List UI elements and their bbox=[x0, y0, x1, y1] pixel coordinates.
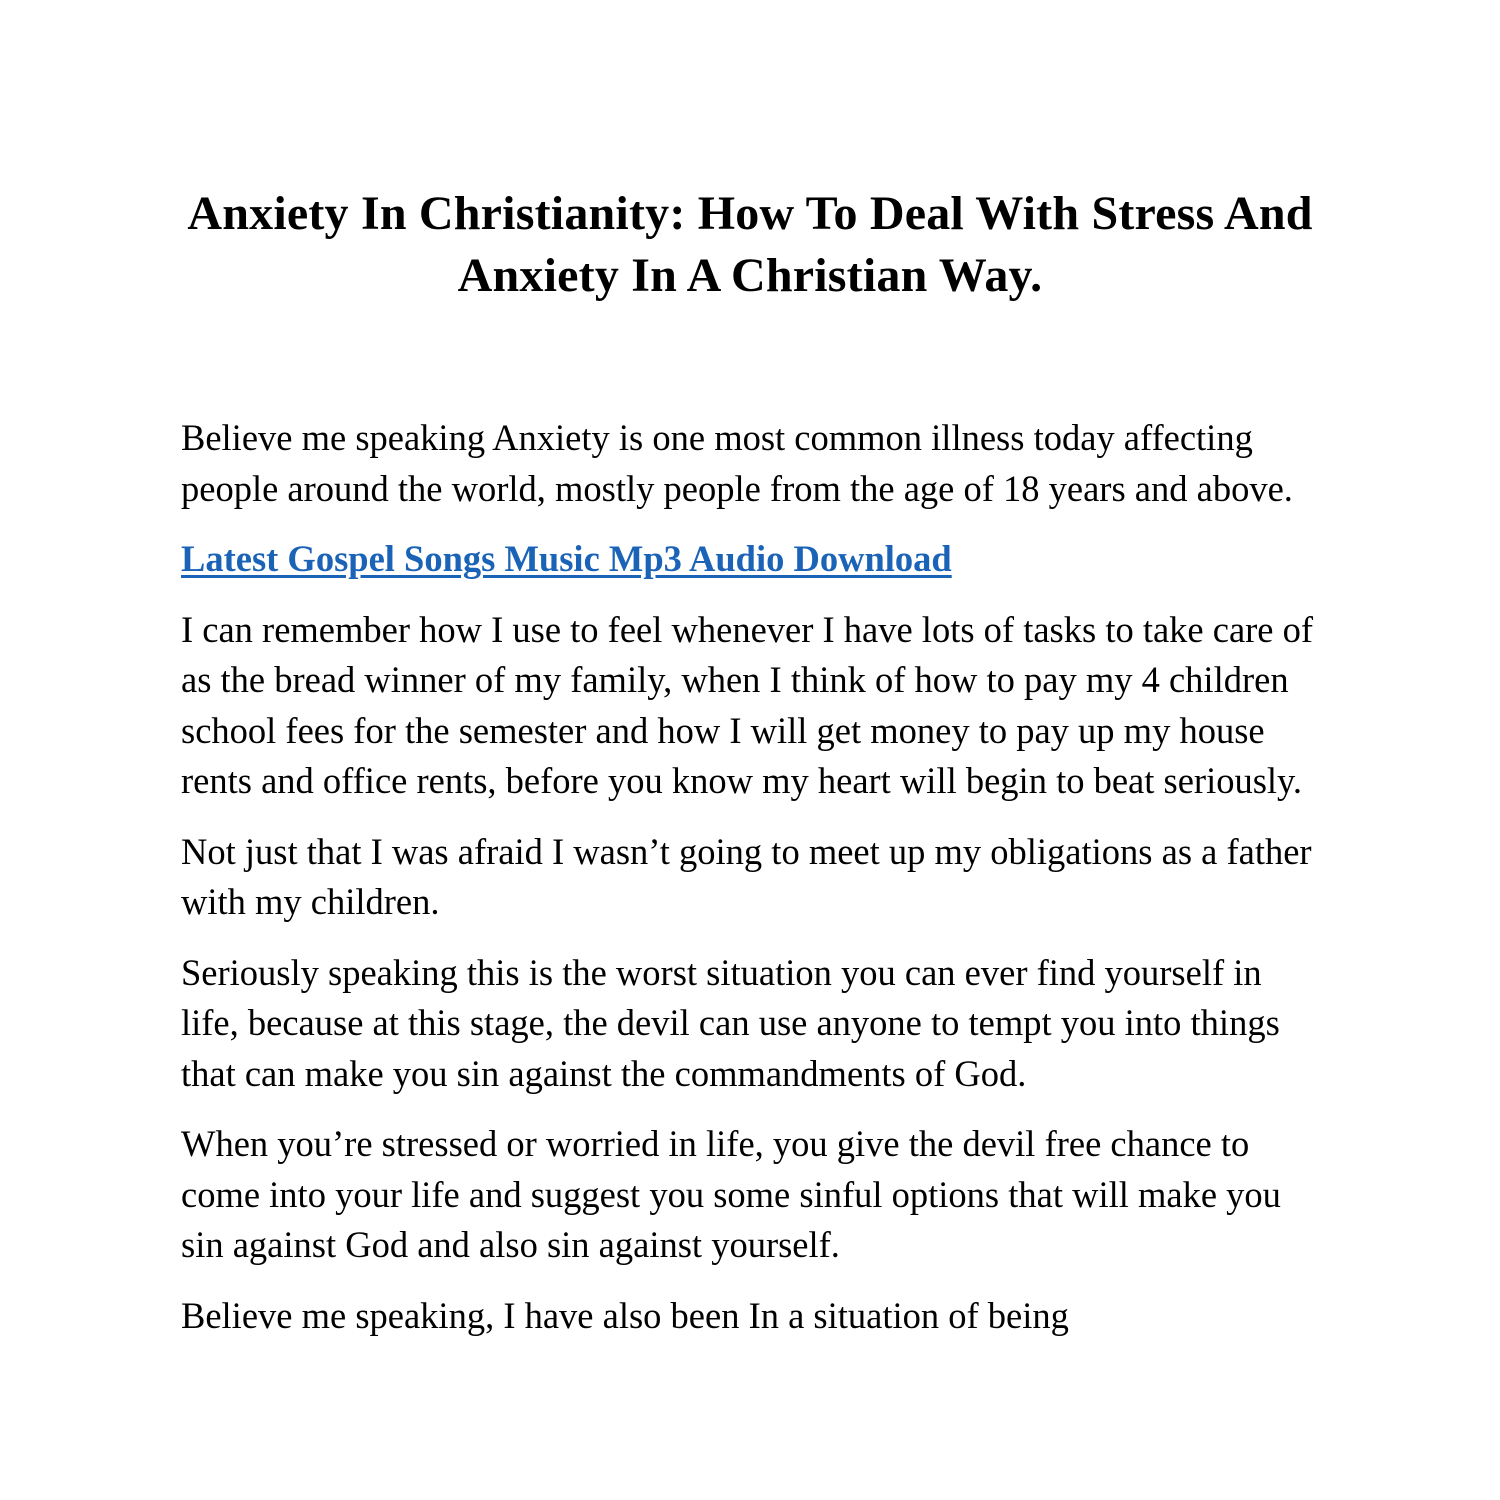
page-title: Anxiety In Christianity: How To Deal With Stress And Anxiety In A Christian Way. bbox=[187, 187, 1313, 302]
paragraph: Seriously speaking this is the worst situation you can ever find yourself in life, because at this stage, the devil can use anyone to tempt you into things that can make you sin against the commandments of God. bbox=[181, 951, 1280, 1094]
gospel-songs-link[interactable]: Latest Gospel Songs Music Mp3 Audio Download bbox=[181, 538, 952, 579]
paragraph: I can remember how I use to feel whenever I have lots of tasks to take care of as the bread winner of my family, when I think of how to pay my 4 children school fees for the semester and how I will get money to pay up my house rents and office rents, before you know my heart will begin to beat seriously. bbox=[181, 608, 1314, 801]
paragraph: Believe me speaking, I have also been In a situation of being bbox=[181, 1294, 1069, 1336]
paragraph: When you’re stressed or worried in life, you give the devil free chance to come into your life and suggest you some sinful options that will make you sin against God and also sin against yourself. bbox=[181, 1123, 1281, 1265]
document-body bbox=[181, 413, 1321, 1361]
link-paragraph bbox=[181, 534, 1321, 585]
paragraph: Believe me speaking Anxiety is one most common illness today affecting people around the world, mostly people from the age of 18 years and above. bbox=[181, 417, 1293, 509]
paragraph: Not just that I was afraid I wasn’t going to meet up my obligations as a father with my children. bbox=[181, 830, 1312, 922]
